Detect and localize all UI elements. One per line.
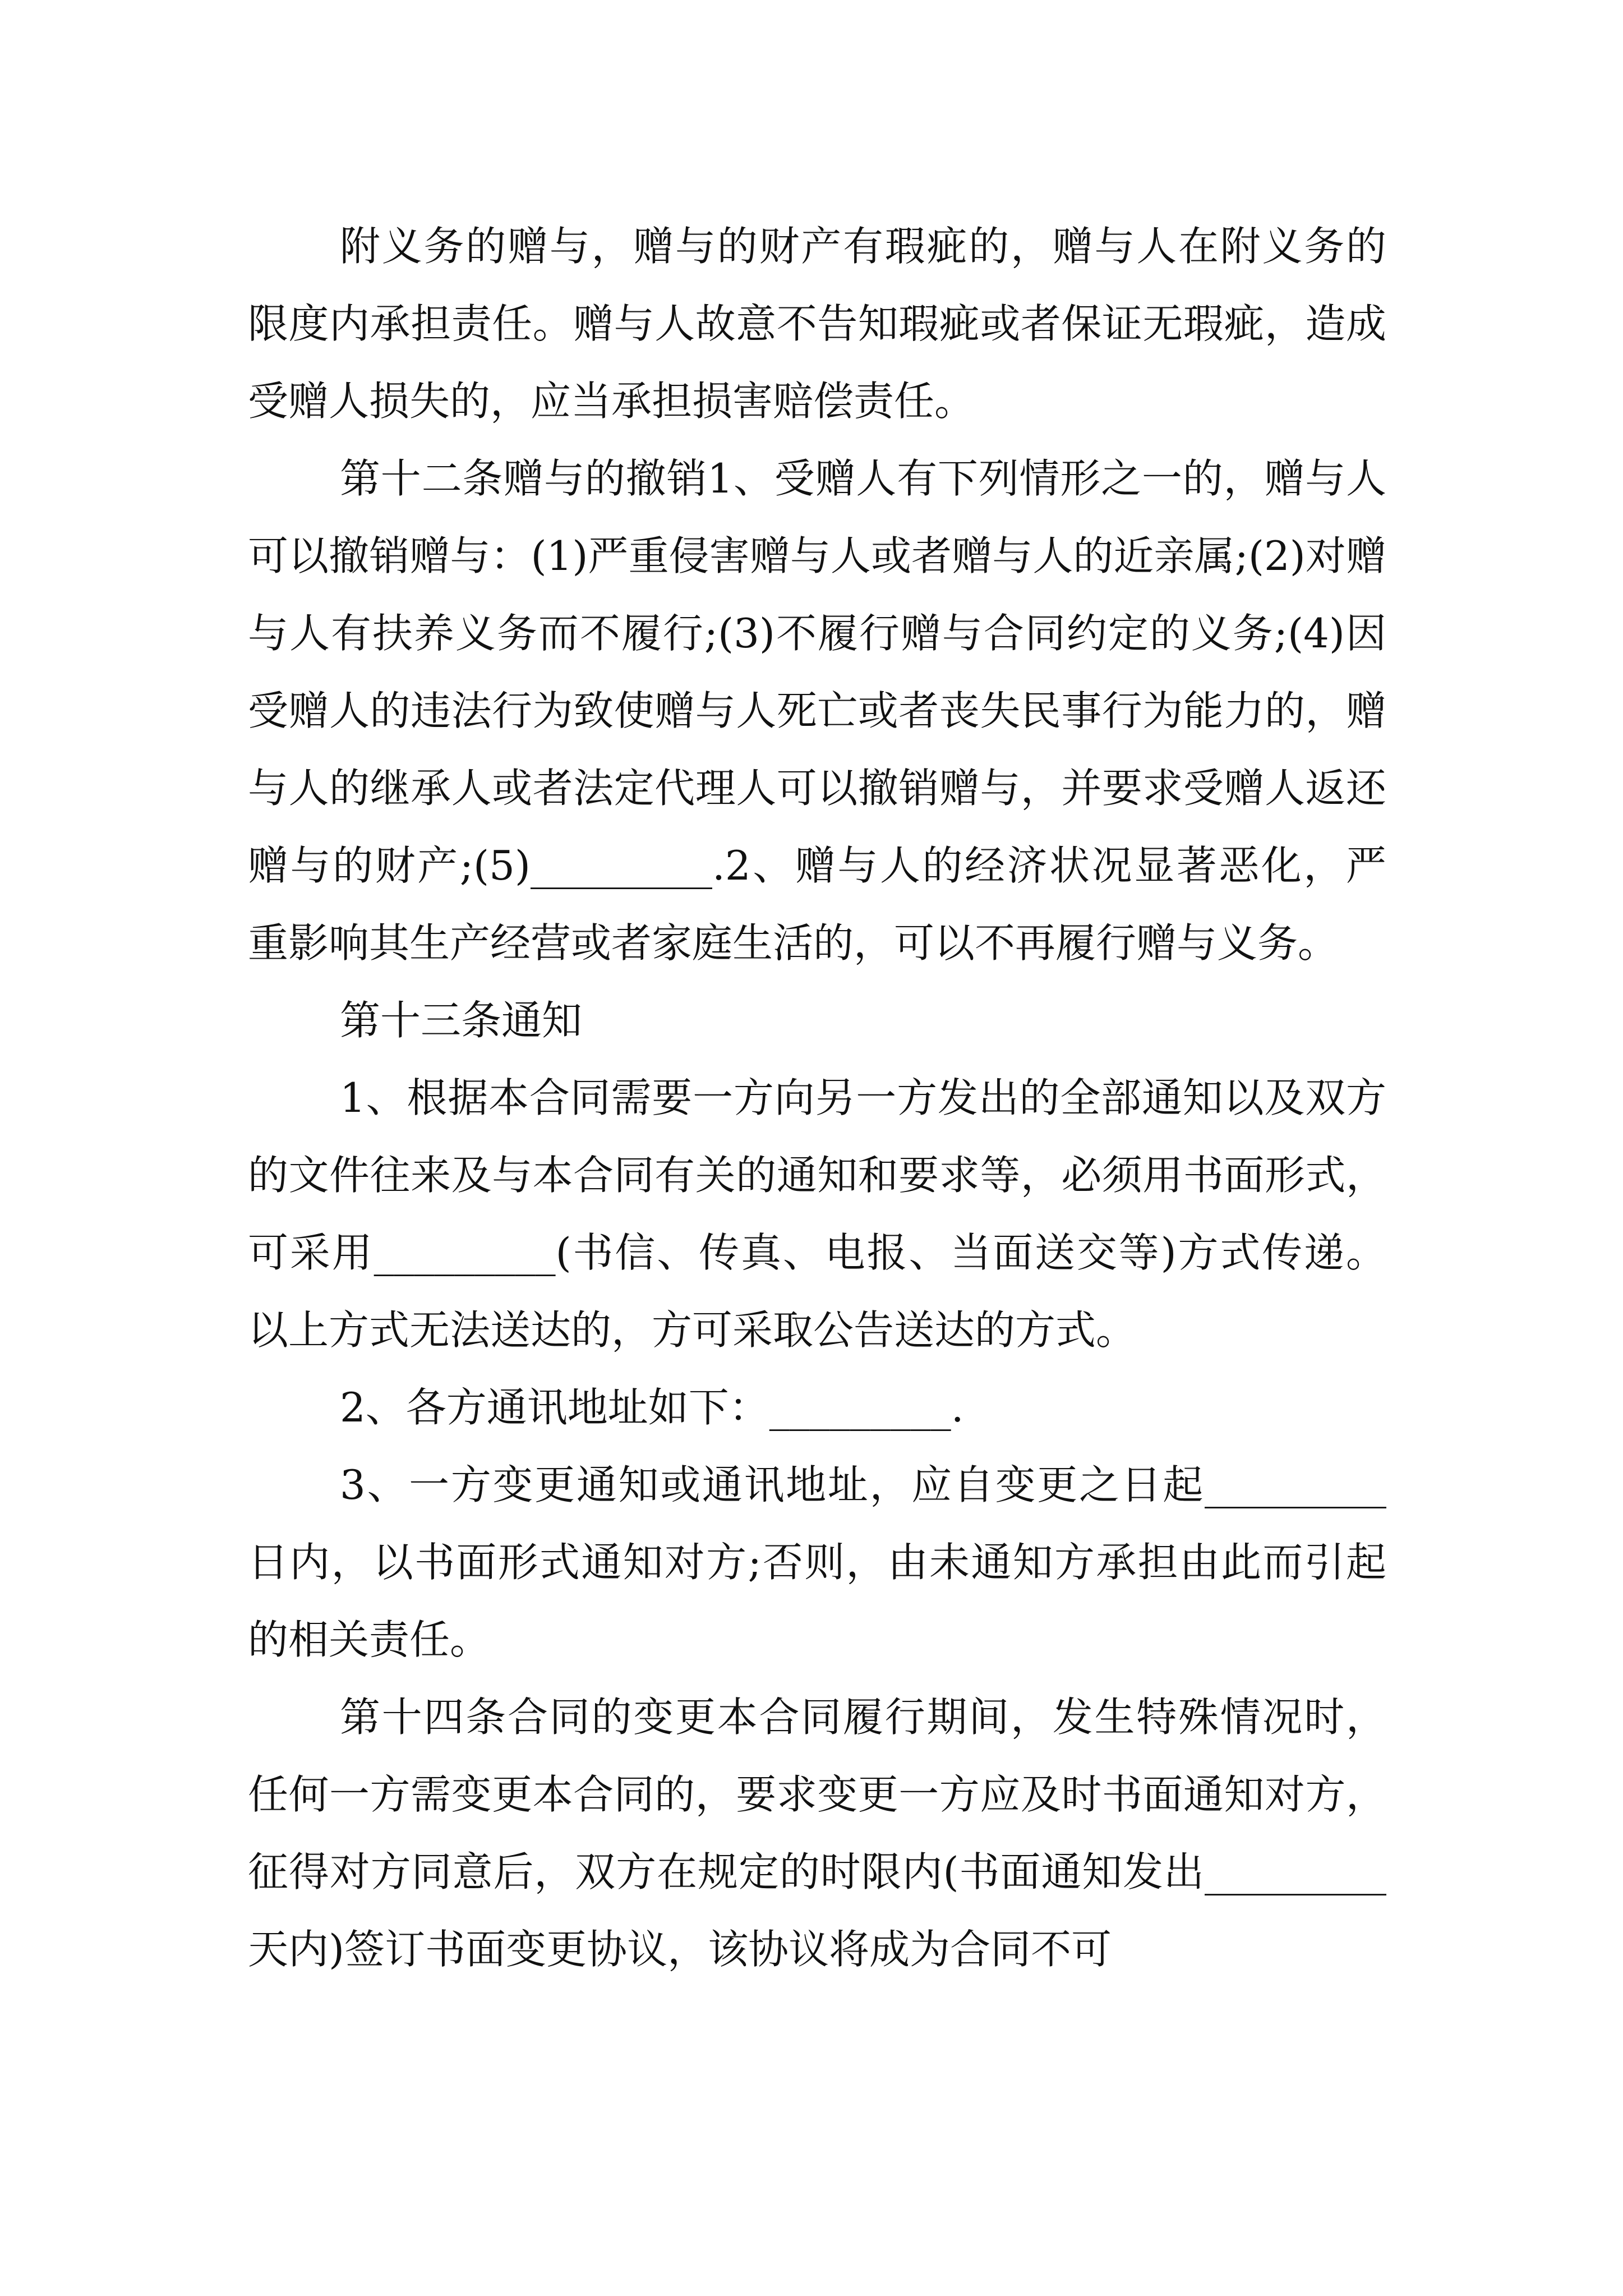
paragraph-article-14-amendment: 第十四条合同的变更本合同履行期间，发生特殊情况时，任何一方需变更本合同的，要求变更一方应及时书面通知对方，征得对方同意后，双方在规定的时限内(书面通知发出_________天内)签订书面变更协议，该协议将成为合同不可 [248,1694,1386,1973]
paragraph-article-12-revocation: 第十二条赠与的撤销1、受赠人有下列情形之一的，赠与人可以撤销赠与：(1)严重侵害赠与人或者赠与人的近亲属;(2)对赠与人有扶养义务而不履行;(3)不履行赠与合同约定的义务;(4)因受赠人的违法行为致使赠与人死亡或者丧失民事行为能力的，赠与人的继承人或者法定代理人可以撤销赠与，并要求受赠人返还赠与的财产;(5)_________.2、赠与人的经济状况显著恶化，严重影响其生产经营或者家庭生活的，可以不再履行赠与义务。 [248,455,1386,967]
heading-article-13-notice: 第十三条通知 [340,997,583,1044]
paragraph-notice-address: 2、各方通讯地址如下：_________. [340,1384,964,1431]
paragraph-notice-form: 1、根据本合同需要一方向另一方发出的全部通知以及双方的文件往来及与本合同有关的通知和要求等，必须用书面形式，可采用_________(书信、传真、电报、当面送交等)方式传递。以上方式无法送达的，方可采取公告送达的方式。 [248,1074,1386,1354]
paragraph-address-change: 3、一方变更通知或通讯地址，应自变更之日起_________日内，以书面形式通知对方;否则，由未通知方承担由此而引起的相关责任。 [248,1461,1386,1663]
document-body [248,208,1386,1988]
paragraph-gift-defect: 附义务的赠与，赠与的财产有瑕疵的，赠与人在附义务的限度内承担责任。赠与人故意不告知瑕疵或者保证无瑕疵，造成受赠人损失的，应当承担损害赔偿责任。 [248,223,1386,425]
